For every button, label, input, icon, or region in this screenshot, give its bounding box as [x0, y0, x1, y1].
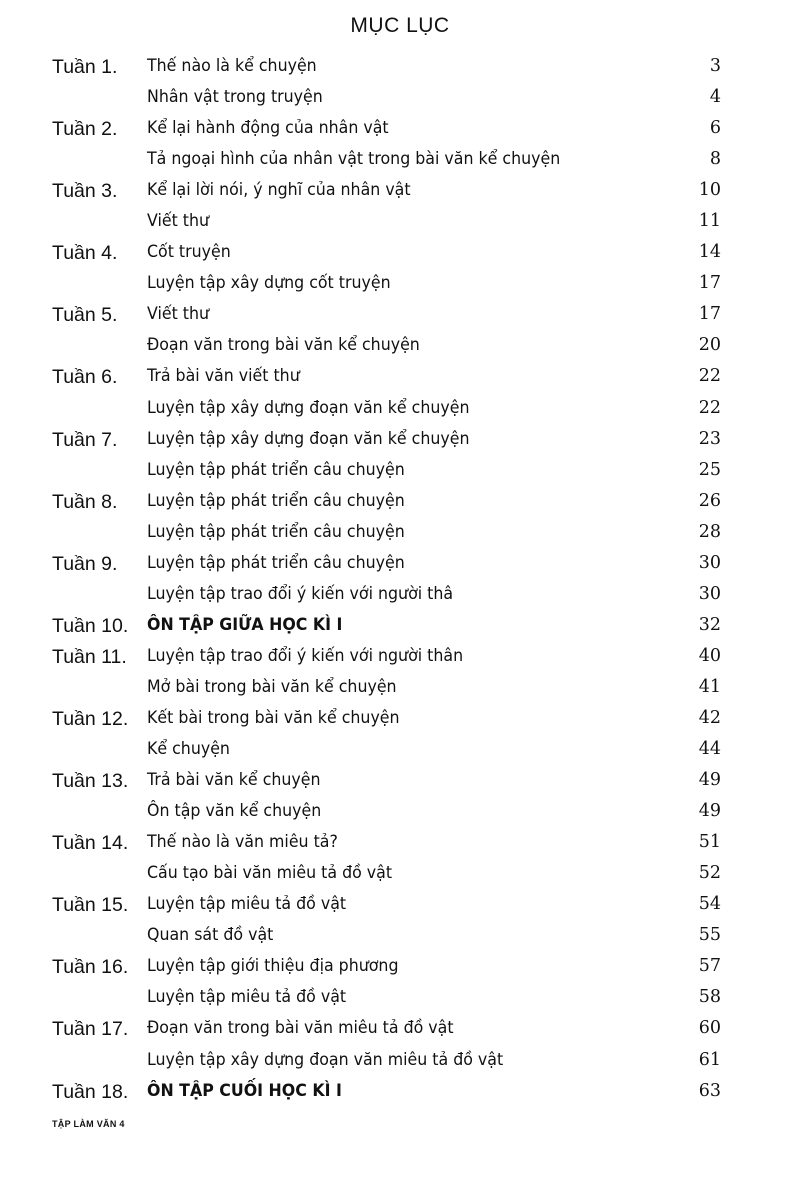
toc-entry-title: Luyện tập giới thiệu địa phương: [147, 956, 399, 977]
toc-entry-title: Ôn tập văn kể chuyện: [147, 801, 322, 822]
toc-page-number: 40: [698, 645, 721, 666]
toc-week-label: Tuần 14.: [52, 832, 129, 855]
toc-page-number: 3: [709, 56, 721, 76]
toc-entry-title: Luyện tập xây dựng đoạn văn miêu tả đồ vật: [147, 1049, 504, 1070]
toc-entry-title: Mở bài trong bài văn kể chuyện: [147, 676, 397, 697]
toc-entry-title: Trả bài văn kể chuyện: [147, 770, 321, 791]
toc-week-label: Tuần 10.: [52, 614, 129, 637]
toc-row: [0, 613, 800, 644]
toc-entry-title: Luyện tập xây dựng đoạn văn kể chuyện: [147, 397, 470, 418]
toc-entry-title: Luyện tập xây dựng cốt truyện: [147, 273, 391, 294]
page-title: MỤC LỤC: [350, 14, 450, 37]
toc-row: [0, 520, 800, 551]
toc-page-number: 26: [698, 490, 721, 511]
toc-row: [0, 799, 800, 830]
toc-page-number: 10: [698, 180, 721, 201]
toc-entry-title: Luyện tập trao đổi ý kiến với người thân: [147, 645, 464, 666]
toc-entry-title: Viết thư: [147, 211, 210, 232]
toc-row: [0, 396, 800, 427]
toc-entry-title: Luyện tập phát triển câu chuyện: [147, 552, 405, 573]
toc-page-number: 22: [698, 366, 721, 387]
book-title-footer: TẬP LÀM VĂN 4: [52, 1119, 125, 1129]
toc-entry-title: Luyện tập phát triển câu chuyện: [147, 490, 405, 511]
toc-page-number: 54: [698, 894, 721, 915]
toc-page-number: 23: [698, 428, 721, 449]
toc-week-label: Tuần 16.: [52, 956, 129, 979]
toc-entry-title: Kết bài trong bài văn kể chuyện: [147, 707, 400, 728]
toc-entry-title: Luyện tập miêu tả đồ vật: [147, 987, 347, 1008]
toc-week-label: Tuần 13.: [52, 770, 129, 793]
toc-row: [0, 1048, 800, 1079]
toc-page-number: 55: [698, 925, 721, 946]
toc-week-label: Tuần 15.: [52, 894, 129, 917]
toc-page-number: 44: [698, 739, 721, 760]
toc-week-label: Tuần 7.: [52, 428, 118, 451]
toc-entry-title: Luyện tập trao đổi ý kiến với người thâ: [147, 583, 454, 604]
toc-week-label: Tuần 1.: [52, 56, 118, 78]
toc-page-number: 52: [698, 863, 721, 884]
toc-entry-title: Thế nào là kể chuyện: [147, 56, 317, 76]
toc-page-number: 17: [698, 273, 721, 294]
toc-entry-title: Luyện tập xây dựng đoạn văn kể chuyện: [147, 428, 470, 449]
toc-page-number: 60: [698, 1018, 721, 1039]
toc-page-number: 58: [698, 987, 721, 1008]
toc-entry-title: Luyện tập phát triển câu chuyện: [147, 459, 405, 480]
toc-row: [0, 892, 800, 923]
toc-row: [0, 271, 800, 302]
toc-row: [0, 302, 800, 333]
toc-page-number: 8: [709, 149, 721, 170]
toc-page-number: 42: [698, 707, 721, 728]
toc-row: [0, 551, 800, 582]
toc-week-label: Tuần 17.: [52, 1018, 129, 1041]
toc-page-number: 30: [698, 583, 721, 604]
toc-row: [0, 240, 800, 271]
toc-page-number: 32: [698, 614, 721, 635]
toc-page-number: 63: [698, 1080, 721, 1101]
toc-row: [0, 675, 800, 706]
toc-page-number: 28: [698, 521, 721, 542]
toc-page-number: 57: [698, 956, 721, 977]
toc-row: [0, 861, 800, 892]
toc-page-number: 51: [698, 832, 721, 853]
toc-entry-title: Cốt truyện: [147, 242, 231, 263]
toc-row: [0, 54, 800, 85]
toc-page-number: 14: [698, 242, 721, 263]
toc-week-label: Tuần 12.: [52, 707, 129, 730]
toc-entry-title: Kể chuyện: [147, 739, 230, 760]
toc-row: [0, 1079, 800, 1110]
toc-entry-title: Đoạn văn trong bài văn miêu tả đồ vật: [147, 1018, 454, 1039]
toc-page-number: 30: [698, 552, 721, 573]
toc-row: [0, 985, 800, 1016]
toc-row: [0, 582, 800, 613]
toc-entry-title: Luyện tập miêu tả đồ vật: [147, 894, 347, 915]
toc-entry-title: Đoạn văn trong bài văn kể chuyện: [147, 335, 420, 356]
toc-page-number: 22: [698, 397, 721, 418]
toc-row: [0, 1016, 800, 1047]
toc-entry-title: Viết thư: [147, 304, 210, 325]
toc-row: [0, 768, 800, 799]
toc-row: [0, 644, 800, 675]
toc-entry-title: Trả bài văn viết thư: [147, 366, 300, 387]
toc-page-number: 25: [698, 459, 721, 480]
toc-row: [0, 85, 800, 116]
toc-row: [0, 178, 800, 209]
toc-page-number: 49: [698, 801, 721, 822]
toc-page-number: 49: [698, 770, 721, 791]
toc-week-label: Tuần 4.: [52, 242, 118, 265]
toc-week-label: Tuần 6.: [52, 366, 118, 389]
toc-entry-title: Kể lại hành động của nhân vật: [147, 118, 389, 139]
toc-row: [0, 489, 800, 520]
table-of-contents: [0, 54, 800, 1110]
toc-row: [0, 147, 800, 178]
toc-week-label: Tuần 5.: [52, 304, 118, 327]
toc-row: [0, 209, 800, 240]
toc-row: [0, 706, 800, 737]
toc-entry-title: Kể lại lời nói, ý nghĩ của nhân vật: [147, 180, 411, 201]
toc-page-number: 17: [698, 304, 721, 325]
toc-entry-title: Tả ngoại hình của nhân vật trong bài văn kể chuyện: [147, 149, 561, 170]
toc-page-number: 61: [698, 1049, 721, 1070]
toc-week-label: Tuần 3.: [52, 180, 118, 203]
toc-row: [0, 737, 800, 768]
toc-row: [0, 333, 800, 364]
toc-row: [0, 458, 800, 489]
toc-week-label: Tuần 2.: [52, 118, 118, 141]
toc-entry-title: Nhân vật trong truyện: [147, 87, 323, 108]
toc-week-label: Tuần 11.: [52, 645, 127, 668]
toc-week-label: Tuần 9.: [52, 552, 118, 575]
toc-entry-title: Luyện tập phát triển câu chuyện: [147, 521, 405, 542]
toc-entry-title: Thế nào là văn miêu tả?: [147, 832, 338, 853]
toc-entry-title: Quan sát đồ vật: [147, 925, 274, 946]
toc-week-label: Tuần 8.: [52, 490, 118, 513]
toc-row: [0, 923, 800, 954]
toc-row: [0, 954, 800, 985]
toc-entry-title: ÔN TẬP GIỮA HỌC KÌ I: [147, 614, 343, 635]
toc-page-number: 6: [709, 118, 721, 139]
toc-row: [0, 427, 800, 458]
toc-entry-title: Cấu tạo bài văn miêu tả đồ vật: [147, 863, 393, 884]
toc-entry-title: ÔN TẬP CUỐI HỌC KÌ I: [147, 1080, 342, 1101]
toc-page-number: 41: [698, 676, 721, 697]
toc-row: [0, 364, 800, 395]
toc-week-label: Tuần 18.: [52, 1080, 129, 1103]
toc-page-number: 11: [698, 211, 721, 232]
toc-row: [0, 116, 800, 147]
toc-page-number: 4: [709, 87, 721, 108]
toc-page-number: 20: [698, 335, 721, 356]
toc-row: [0, 830, 800, 861]
